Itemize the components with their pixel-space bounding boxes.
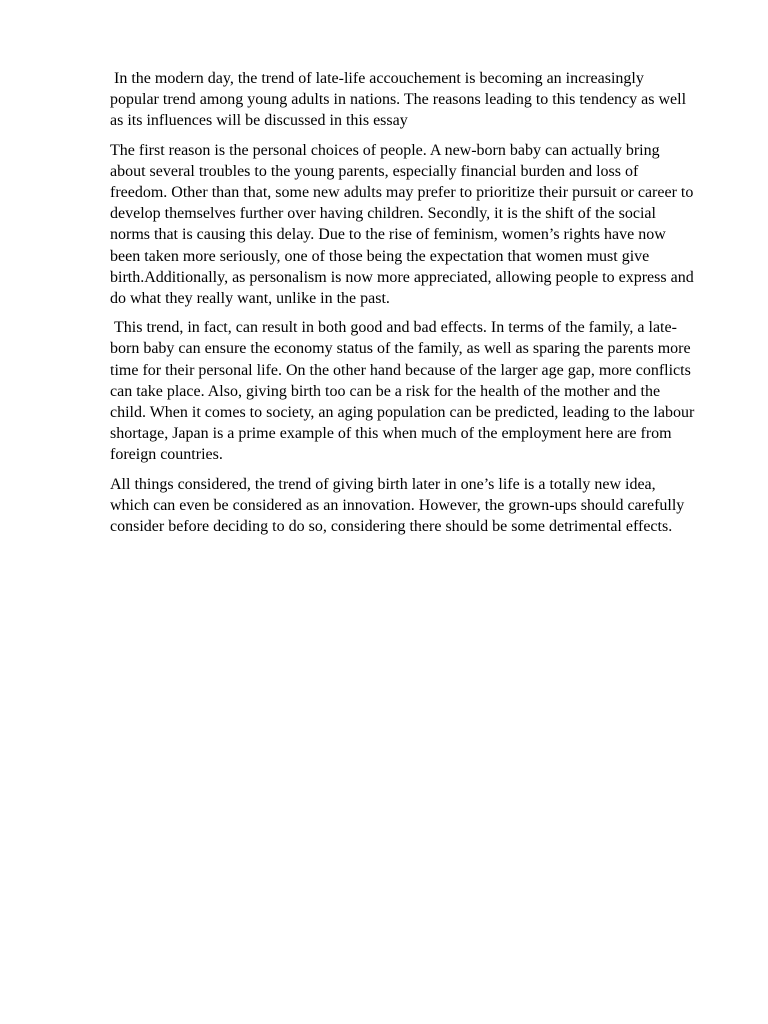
paragraph-effects: This trend, in fact, can result in both good and bad effects. In terms of the family, a late-born baby can ensure the economy status of the family, as well as sparing the parents more time for their personal life. On the other hand because of the larger age gap, more conflicts can take place. Also, giving birth too can be a risk for the health of the mother and the child. When it comes to society, an aging population can be predicted, leading to the labour shortage, Japan is a prime example of this when much of the employment here are from foreign countries. xyxy=(110,319,699,464)
paragraph-introduction: In the modern day, the trend of late-life accouchement is becoming an increasingly popular trend among young adults in nations. The reasons leading to this tendency as well as its influences will be discussed in this essay xyxy=(110,70,691,130)
paragraph-reasons: The first reason is the personal choices of people. A new-born baby can actually bring about several troubles to the young parents, especially financial burden and loss of freedom. Other than that, some new adults may prefer to prioritize their pursuit or career to develop themselves further over having children. Secondly, it is the shift of the social norms that is causing this delay. Due to the rise of feminism, women’s rights have now been taken more seriously, one of those being the expectation that women must give birth.Additionally, as personalism is now more appreciated, allowing people to express and do what they really want, unlike in the past. xyxy=(110,141,698,308)
essay-body xyxy=(110,68,699,545)
paragraph-conclusion: All things considered, the trend of giving birth later in one’s life is a totally new idea, which can even be considered as an innovation. However, the grown-ups should carefully consider before deciding to do so, considering there should be some detrimental effects. xyxy=(110,475,689,536)
